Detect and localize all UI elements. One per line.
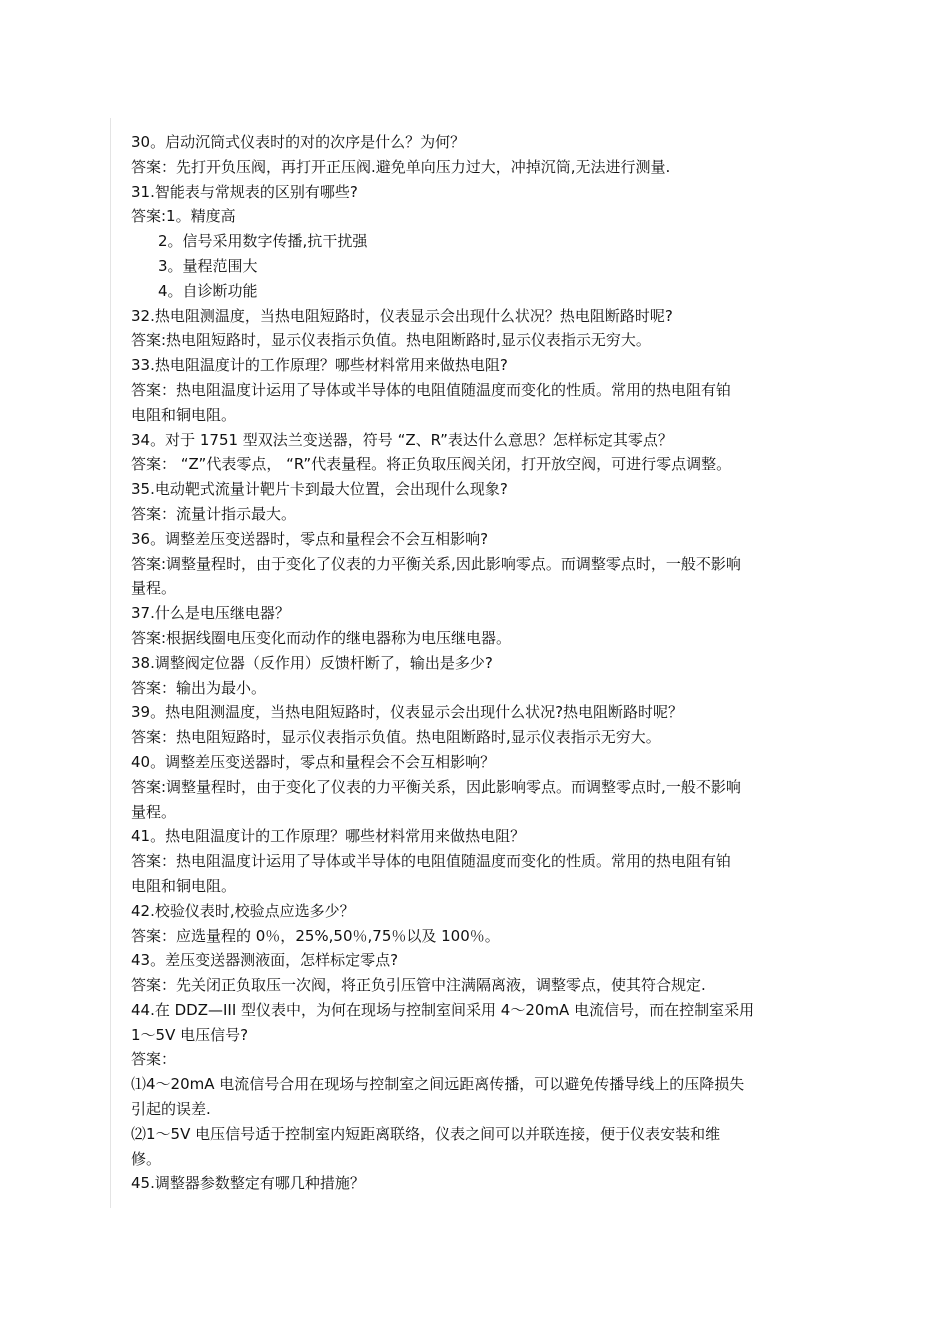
text-line: 44.在 DDZ—III 型仪表中，为何在现场与控制室间采用 4～20mA 电流信号，而在控制室采用	[131, 1000, 755, 1019]
text-line: 答案:根据线圈电压变化而动作的继电器称为电压继电器。	[131, 628, 512, 647]
text-line: 1～5V 电压信号?	[131, 1025, 249, 1044]
text-line: 4。自诊断功能	[158, 281, 258, 300]
text-line: 量程。	[131, 802, 177, 821]
text-line: 40。调整差压变送器时，零点和量程会不会互相影响？	[131, 752, 496, 771]
text-line: 34。对于 1751 型双法兰变送器，符号 “Z、R”表达什么意思？怎样标定其零点？	[131, 430, 673, 449]
text-line: 31.智能表与常规表的区别有哪些?	[131, 182, 358, 201]
text-line: 量程。	[131, 579, 177, 598]
text-line: 答案：应选量程的 0％，25%,50％,75％以及 100％。	[131, 926, 500, 945]
text-line: 答案：	[131, 1050, 177, 1069]
text-line: ⑴4～20mA 电流信号合用在现场与控制室之间远距离传播，可以避免传播导线上的压降损失	[131, 1075, 745, 1094]
text-line: 答案：热电阻短路时，显示仪表指示负值。热电阻断路时,显示仪表指示无穷大。	[131, 728, 661, 747]
text-line: 33.热电阻温度计的工作原理？哪些材料常用来做热电阻?	[131, 356, 508, 375]
text-line: 答案：先打开负压阀，再打开正压阀.避免单向压力过大，冲掉沉筒,无法进行测量.	[131, 157, 671, 176]
text-line: 答案：先关闭正负取压一次阀，将正负引压管中注满隔离液，调整零点，使其符合规定.	[131, 976, 706, 995]
text-line: 答案:调整量程时，由于变化了仪表的力平衡关系，因此影响零点。而调整零点时,一般不影响	[131, 777, 741, 796]
text-line: 38.调整阀定位器（反作用）反馈杆断了，输出是多少?	[131, 653, 493, 672]
text-line: 3。量程范围大	[158, 256, 258, 275]
text-line: 答案:调整量程时，由于变化了仪表的力平衡关系,因此影响零点。而调整零点时，一般不影响	[131, 554, 741, 573]
text-line: 答案： “Z”代表零点， “R”代表量程。将正负取压阀关闭，打开放空阀，可进行零点调整。	[131, 455, 732, 474]
page-margin-line	[110, 118, 111, 1208]
text-line: 电阻和铜电阻。	[131, 405, 237, 424]
text-line: 答案：热电阻温度计运用了导体或半导体的电阻值随温度而变化的性质。常用的热电阻有铂	[131, 380, 732, 399]
text-line: 答案：热电阻温度计运用了导体或半导体的电阻值随温度而变化的性质。常用的热电阻有铂	[131, 852, 732, 871]
text-line: 30。启动沉筒式仪表时的对的次序是什么？为何？	[131, 133, 466, 151]
text-line: ⑵1～5V 电压信号适于控制室内短距离联络，仪表之间可以并联连接，便于仪表安装和维	[131, 1124, 721, 1143]
text-line: 39。热电阻测温度，当热电阻短路时，仪表显示会出现什么状况?热电阻断路时呢？	[131, 703, 684, 722]
text-line: 答案:1。精度高	[131, 207, 236, 226]
text-line: 答案：输出为最小。	[131, 678, 267, 697]
text-line: 35.电动靶式流量计靶片卡到最大位置，会出现什么现象?	[131, 480, 508, 499]
text-line: 修。	[131, 1149, 162, 1168]
text-line: 36。调整差压变送器时，零点和量程会不会互相影响?	[131, 529, 489, 548]
text-line: 2。信号采用数字传播,抗干扰强	[158, 232, 368, 251]
text-line: 41。热电阻温度计的工作原理？哪些材料常用来做热电阻？	[131, 827, 526, 846]
text-line: 引起的误差.	[131, 1100, 211, 1119]
text-line: 电阻和铜电阻。	[131, 876, 237, 895]
text-line: 答案:热电阻短路时，显示仪表指示负值。热电阻断路时,显示仪表指示无穷大。	[131, 331, 651, 350]
text-line: 43。差压变送器测液面，怎样标定零点?	[131, 951, 399, 970]
text-line: 答案：流量计指示最大。	[131, 504, 297, 523]
text-line: 37.什么是电压继电器？	[131, 604, 290, 623]
document-body	[131, 130, 821, 1196]
text-line: 42.校验仪表时,校验点应选多少？	[131, 901, 355, 920]
text-line: 45.调整器参数整定有哪几种措施？	[131, 1174, 365, 1193]
text-line: 32.热电阻测温度，当热电阻短路时，仪表显示会出现什么状况？热电阻断路时呢?	[131, 306, 673, 325]
